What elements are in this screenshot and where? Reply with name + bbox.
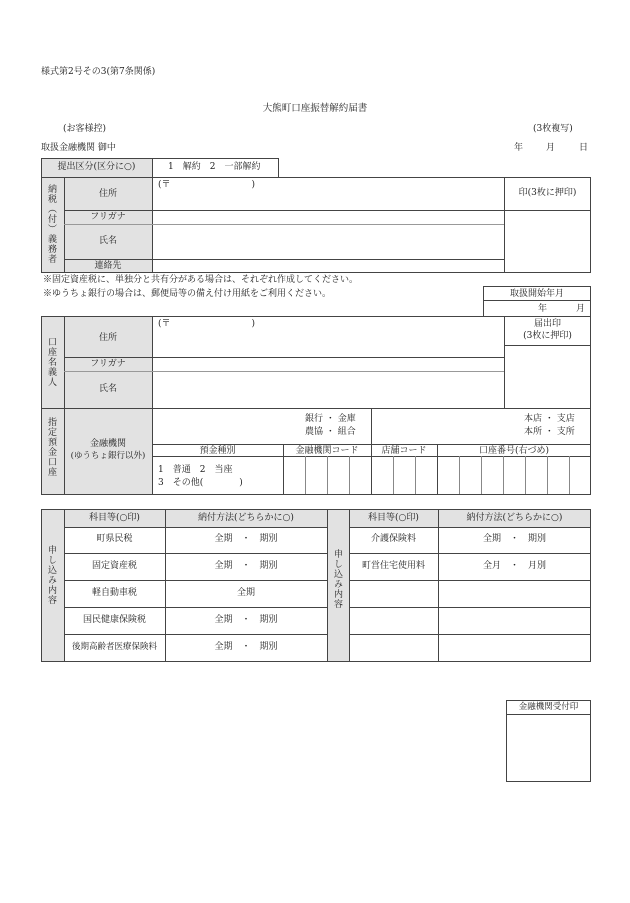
addressee: 取扱金融機関 御中 bbox=[41, 143, 116, 153]
taxpayer-seal-area[interactable] bbox=[505, 211, 590, 272]
form-number: 様式第2号その3(第7条関係) bbox=[41, 67, 156, 77]
holder-postal-field[interactable]: (〒 ) bbox=[158, 319, 256, 329]
holder-name-field[interactable] bbox=[153, 372, 503, 408]
start-date-label: 取扱開始年月 bbox=[509, 289, 564, 299]
taxpayer-seal-label: 印(3枚に押印) bbox=[518, 188, 577, 198]
application-box bbox=[41, 509, 591, 662]
subject-header-right: 科目等(○印) bbox=[368, 513, 419, 523]
holder-name-label: 氏名 bbox=[98, 384, 117, 394]
method-left-5[interactable]: 全期 ・ 期別 bbox=[214, 642, 278, 652]
taxpayer-furigana-label: フリガナ bbox=[90, 212, 126, 222]
bank-types-2[interactable]: 農協 ・ 組合 bbox=[305, 427, 356, 437]
method-header-right: 納付方法(どちらかに○) bbox=[466, 513, 563, 523]
subject-left-4[interactable]: 国民健康保険税 bbox=[82, 615, 146, 625]
institution-label-1: 金融機関 bbox=[89, 439, 126, 449]
branch-name-field[interactable] bbox=[372, 409, 512, 444]
account-holder-label: 口座名義人 bbox=[46, 337, 56, 387]
method-header-left: 納付方法(どちらかに○) bbox=[198, 513, 294, 523]
date-day-label: 日 bbox=[579, 143, 589, 153]
taxpayer-contact-label: 連絡先 bbox=[94, 261, 122, 271]
branch-code-label: 店舗コード bbox=[381, 446, 427, 456]
method-left-3[interactable]: 全期 bbox=[236, 588, 255, 598]
application-label-right: 申し込み内容 bbox=[332, 549, 342, 609]
start-date-year[interactable]: 年 bbox=[538, 304, 548, 314]
subject-left-2[interactable]: 固定資産税 bbox=[91, 561, 137, 571]
subject-right-1[interactable]: 介護保険料 bbox=[370, 534, 416, 544]
bank-name-field[interactable] bbox=[153, 409, 303, 444]
deposit-type-label: 預金種別 bbox=[199, 446, 236, 456]
subject-left-3[interactable]: 軽自動車税 bbox=[91, 588, 137, 598]
application-label-left: 申し込み内容 bbox=[46, 545, 56, 605]
form-title: 大熊町口座振替解約届書 bbox=[262, 103, 368, 114]
receipt-stamp-label: 金融機関受付印 bbox=[518, 702, 579, 712]
submission-kubun-options[interactable]: 1 解約 2 一部解約 bbox=[168, 162, 261, 172]
taxpayer-name-field[interactable] bbox=[153, 225, 503, 259]
submission-kubun-label: 提出区分(区分に○) bbox=[57, 162, 136, 172]
method-right-2[interactable]: 全月 ・ 月別 bbox=[482, 561, 546, 571]
account-number-label: 口座番号(右づめ) bbox=[478, 446, 550, 456]
method-left-1[interactable]: 全期 ・ 期別 bbox=[214, 534, 278, 544]
branch-types-2[interactable]: 本所 ・ 支所 bbox=[524, 427, 575, 437]
deposit-options-2[interactable]: 3 その他( ) bbox=[158, 478, 243, 488]
subject-header-left: 科目等(○印) bbox=[89, 513, 140, 523]
taxpayer-contact-field[interactable] bbox=[153, 260, 503, 272]
branch-types-1[interactable]: 本店 ・ 支店 bbox=[524, 414, 575, 424]
note-yucho: ※ゆうちょ銀行の場合は、郵便局等の備え付け用紙をご利用ください。 bbox=[43, 289, 332, 299]
copies-label: (3枚複写) bbox=[533, 124, 573, 134]
receipt-stamp-box[interactable] bbox=[506, 700, 591, 782]
holder-furigana-field[interactable] bbox=[153, 358, 503, 371]
method-left-4[interactable]: 全期 ・ 期別 bbox=[214, 615, 278, 625]
taxpayer-address-label: 住所 bbox=[98, 189, 117, 199]
start-date-month[interactable]: 月 bbox=[576, 304, 586, 314]
deposit-options-1[interactable]: 1 普通 2 当座 bbox=[158, 465, 233, 475]
method-left-2[interactable]: 全期 ・ 期別 bbox=[214, 561, 278, 571]
taxpayer-postal-field[interactable]: (〒 ) bbox=[158, 180, 256, 190]
subject-left-5[interactable]: 後期高齢者医療保険料 bbox=[71, 642, 157, 652]
method-right-1[interactable]: 全期 ・ 期別 bbox=[482, 534, 546, 544]
designated-account-label: 指定預金口座 bbox=[46, 417, 56, 477]
bank-types-1[interactable]: 銀行 ・ 金庫 bbox=[305, 414, 356, 424]
institution-label-2: (ゆうちょ銀行以外) bbox=[70, 451, 146, 461]
date-month-label: 月 bbox=[546, 143, 556, 153]
taxpayer-name-label: 氏名 bbox=[98, 236, 117, 246]
holder-furigana-label: フリガナ bbox=[90, 359, 126, 369]
note-fixed-asset: ※固定資産税に、単独分と共有分がある場合は、それぞれ作成してください。 bbox=[43, 275, 359, 285]
date-year-label: 年 bbox=[514, 143, 524, 153]
holder-seal-label-1: 届出印 bbox=[533, 319, 561, 329]
taxpayer-label: 納税（付）義務者 bbox=[46, 184, 56, 264]
bank-code-label: 金融機関コード bbox=[295, 446, 359, 456]
subject-right-2[interactable]: 町営住宅使用料 bbox=[361, 561, 425, 571]
subject-left-1[interactable]: 町県民税 bbox=[96, 534, 133, 544]
holder-seal-area[interactable] bbox=[505, 346, 590, 408]
taxpayer-furigana-field[interactable] bbox=[153, 211, 503, 224]
holder-seal-label-2: (3枚に押印) bbox=[523, 331, 572, 341]
holder-address-label: 住所 bbox=[98, 333, 117, 343]
customer-copy-label: (お客様控) bbox=[63, 124, 107, 134]
